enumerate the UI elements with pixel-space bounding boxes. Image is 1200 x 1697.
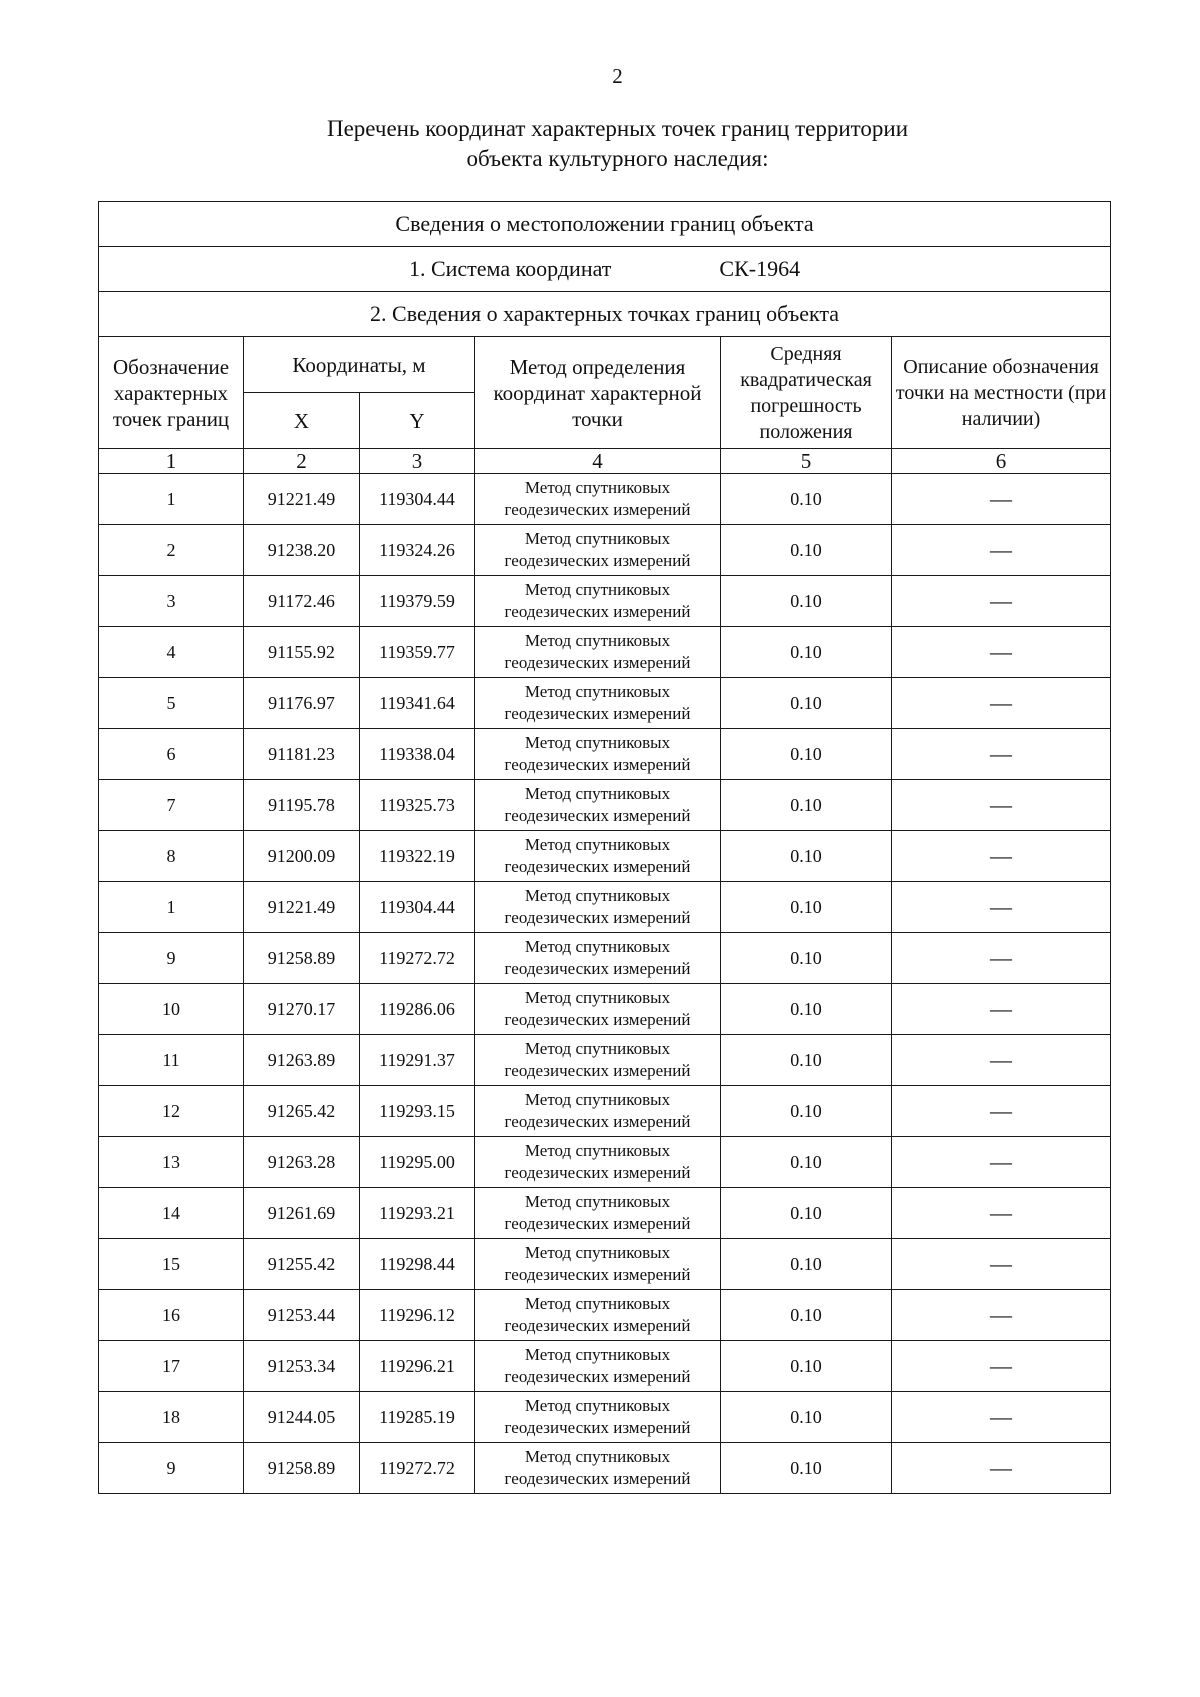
header-description: Описание обозначения точки на местности (при наличии) xyxy=(892,337,1111,449)
column-number: 3 xyxy=(360,449,475,474)
error-cell: 0.10 xyxy=(721,474,892,525)
y-coordinate-cell: 119359.77 xyxy=(360,627,475,678)
x-coordinate-cell: 91253.34 xyxy=(244,1341,360,1392)
error-cell: 0.10 xyxy=(721,1239,892,1290)
x-coordinate-cell: 91155.92 xyxy=(244,627,360,678)
description-cell: — xyxy=(892,1137,1111,1188)
description-cell: — xyxy=(892,882,1111,933)
x-coordinate-cell: 91221.49 xyxy=(244,474,360,525)
description-cell: — xyxy=(892,729,1111,780)
table-row xyxy=(99,474,1111,525)
table-row xyxy=(99,678,1111,729)
table-row xyxy=(99,627,1111,678)
error-cell: 0.10 xyxy=(721,1392,892,1443)
description-cell: — xyxy=(892,1290,1111,1341)
document-title xyxy=(0,114,1200,174)
description-cell: — xyxy=(892,1035,1111,1086)
x-coordinate-cell: 91263.89 xyxy=(244,1035,360,1086)
coord-system-value: СК-1964 xyxy=(719,256,801,281)
method-cell: Метод спутниковых геодезических измерений xyxy=(475,627,721,678)
point-number-cell: 18 xyxy=(99,1392,244,1443)
point-number-cell: 9 xyxy=(99,933,244,984)
y-coordinate-cell: 119291.37 xyxy=(360,1035,475,1086)
column-number: 6 xyxy=(892,449,1111,474)
method-cell: Метод спутниковых геодезических измерений xyxy=(475,1035,721,1086)
description-cell: — xyxy=(892,1239,1111,1290)
point-number-cell: 17 xyxy=(99,1341,244,1392)
description-cell: — xyxy=(892,678,1111,729)
y-coordinate-cell: 119324.26 xyxy=(360,525,475,576)
y-coordinate-cell: 119286.06 xyxy=(360,984,475,1035)
error-cell: 0.10 xyxy=(721,1086,892,1137)
table-row xyxy=(99,831,1111,882)
error-cell: 0.10 xyxy=(721,1188,892,1239)
y-coordinate-cell: 119296.12 xyxy=(360,1290,475,1341)
description-cell: — xyxy=(892,474,1111,525)
method-cell: Метод спутниковых геодезических измерений xyxy=(475,474,721,525)
x-coordinate-cell: 91265.42 xyxy=(244,1086,360,1137)
description-cell: — xyxy=(892,831,1111,882)
point-number-cell: 1 xyxy=(99,474,244,525)
y-coordinate-cell: 119298.44 xyxy=(360,1239,475,1290)
table-row xyxy=(99,1290,1111,1341)
table-row xyxy=(99,1035,1111,1086)
header-x: X xyxy=(244,393,360,449)
point-number-cell: 11 xyxy=(99,1035,244,1086)
x-coordinate-cell: 91238.20 xyxy=(244,525,360,576)
description-cell: — xyxy=(892,1188,1111,1239)
point-number-cell: 1 xyxy=(99,882,244,933)
point-number-cell: 3 xyxy=(99,576,244,627)
method-cell: Метод спутниковых геодезических измерений xyxy=(475,678,721,729)
table-row xyxy=(99,1137,1111,1188)
description-cell: — xyxy=(892,1392,1111,1443)
point-number-cell: 10 xyxy=(99,984,244,1035)
method-cell: Метод спутниковых геодезических измерений xyxy=(475,882,721,933)
error-cell: 0.10 xyxy=(721,525,892,576)
x-coordinate-cell: 91258.89 xyxy=(244,933,360,984)
column-number: 5 xyxy=(721,449,892,474)
point-number-cell: 6 xyxy=(99,729,244,780)
error-cell: 0.10 xyxy=(721,1290,892,1341)
coord-system-cell xyxy=(99,247,1111,292)
column-number-row xyxy=(99,449,1111,474)
x-coordinate-cell: 91195.78 xyxy=(244,780,360,831)
y-coordinate-cell: 119379.59 xyxy=(360,576,475,627)
x-coordinate-cell: 91253.44 xyxy=(244,1290,360,1341)
x-coordinate-cell: 91221.49 xyxy=(244,882,360,933)
section-title-row xyxy=(99,202,1111,247)
column-number: 1 xyxy=(99,449,244,474)
point-number-cell: 9 xyxy=(99,1443,244,1494)
point-number-cell: 7 xyxy=(99,780,244,831)
header-method: Метод определения координат характерной точки xyxy=(475,337,721,449)
x-coordinate-cell: 91200.09 xyxy=(244,831,360,882)
x-coordinate-cell: 91270.17 xyxy=(244,984,360,1035)
table-row xyxy=(99,1341,1111,1392)
x-coordinate-cell: 91255.42 xyxy=(244,1239,360,1290)
table-row xyxy=(99,1239,1111,1290)
method-cell: Метод спутниковых геодезических измерений xyxy=(475,780,721,831)
y-coordinate-cell: 119304.44 xyxy=(360,882,475,933)
header-y: Y xyxy=(360,393,475,449)
table-row xyxy=(99,576,1111,627)
point-number-cell: 16 xyxy=(99,1290,244,1341)
method-cell: Метод спутниковых геодезических измерений xyxy=(475,1188,721,1239)
description-cell: — xyxy=(892,984,1111,1035)
y-coordinate-cell: 119293.15 xyxy=(360,1086,475,1137)
point-number-cell: 14 xyxy=(99,1188,244,1239)
error-cell: 0.10 xyxy=(721,984,892,1035)
table-row xyxy=(99,882,1111,933)
error-cell: 0.10 xyxy=(721,678,892,729)
method-cell: Метод спутниковых геодезических измерений xyxy=(475,831,721,882)
x-coordinate-cell: 91172.46 xyxy=(244,576,360,627)
y-coordinate-cell: 119285.19 xyxy=(360,1392,475,1443)
table-row xyxy=(99,1443,1111,1494)
header-row-1 xyxy=(99,337,1111,393)
x-coordinate-cell: 91263.28 xyxy=(244,1137,360,1188)
error-cell: 0.10 xyxy=(721,933,892,984)
method-cell: Метод спутниковых геодезических измерений xyxy=(475,1086,721,1137)
error-cell: 0.10 xyxy=(721,1443,892,1494)
x-coordinate-cell: 91176.97 xyxy=(244,678,360,729)
error-cell: 0.10 xyxy=(721,627,892,678)
point-number-cell: 15 xyxy=(99,1239,244,1290)
method-cell: Метод спутниковых геодезических измерений xyxy=(475,1443,721,1494)
header-designation: Обозначение характерных точек границ xyxy=(99,337,244,449)
method-cell: Метод спутниковых геодезических измерений xyxy=(475,1392,721,1443)
document-title-line-2: объекта культурного наследия: xyxy=(466,146,769,171)
description-cell: — xyxy=(892,627,1111,678)
y-coordinate-cell: 119272.72 xyxy=(360,1443,475,1494)
point-number-cell: 12 xyxy=(99,1086,244,1137)
method-cell: Метод спутниковых геодезических измерений xyxy=(475,933,721,984)
header-error: Средняя квадратическая погрешность положения xyxy=(721,337,892,449)
y-coordinate-cell: 119304.44 xyxy=(360,474,475,525)
error-cell: 0.10 xyxy=(721,576,892,627)
description-cell: — xyxy=(892,780,1111,831)
x-coordinate-cell: 91244.05 xyxy=(244,1392,360,1443)
y-coordinate-cell: 119293.21 xyxy=(360,1188,475,1239)
point-number-cell: 4 xyxy=(99,627,244,678)
description-cell: — xyxy=(892,576,1111,627)
method-cell: Метод спутниковых геодезических измерений xyxy=(475,576,721,627)
method-cell: Метод спутниковых геодезических измерений xyxy=(475,1137,721,1188)
table-row xyxy=(99,1392,1111,1443)
y-coordinate-cell: 119341.64 xyxy=(360,678,475,729)
error-cell: 0.10 xyxy=(721,1035,892,1086)
description-cell: — xyxy=(892,933,1111,984)
coord-system-row xyxy=(99,247,1111,292)
y-coordinate-cell: 119296.21 xyxy=(360,1341,475,1392)
x-coordinate-cell: 91181.23 xyxy=(244,729,360,780)
error-cell: 0.10 xyxy=(721,882,892,933)
point-number-cell: 8 xyxy=(99,831,244,882)
points-section-row xyxy=(99,292,1111,337)
description-cell: — xyxy=(892,1341,1111,1392)
error-cell: 0.10 xyxy=(721,1341,892,1392)
coord-system-label: 1. Система координат xyxy=(408,256,612,281)
document-title-line-1: Перечень координат характерных точек границ территории xyxy=(326,116,909,141)
point-number-cell: 13 xyxy=(99,1137,244,1188)
table-row xyxy=(99,780,1111,831)
y-coordinate-cell: 119338.04 xyxy=(360,729,475,780)
table-row xyxy=(99,1188,1111,1239)
y-coordinate-cell: 119325.73 xyxy=(360,780,475,831)
error-cell: 0.10 xyxy=(721,1137,892,1188)
point-number-cell: 2 xyxy=(99,525,244,576)
method-cell: Метод спутниковых геодезических измерений xyxy=(475,1341,721,1392)
error-cell: 0.10 xyxy=(721,780,892,831)
description-cell: — xyxy=(892,525,1111,576)
column-number: 4 xyxy=(475,449,721,474)
description-cell: — xyxy=(892,1443,1111,1494)
section-title: Сведения о местоположении границ объекта xyxy=(99,202,1111,247)
description-cell: — xyxy=(892,1086,1111,1137)
header-coordinates: Координаты, м xyxy=(244,337,475,393)
x-coordinate-cell: 91258.89 xyxy=(244,1443,360,1494)
table-row xyxy=(99,1086,1111,1137)
table-row xyxy=(99,933,1111,984)
method-cell: Метод спутниковых геодезических измерений xyxy=(475,1239,721,1290)
boundary-coordinates-table xyxy=(98,201,1111,1494)
y-coordinate-cell: 119272.72 xyxy=(360,933,475,984)
table-row xyxy=(99,525,1111,576)
page-number: 2 xyxy=(612,64,623,88)
method-cell: Метод спутниковых геодезических измерений xyxy=(475,729,721,780)
y-coordinate-cell: 119322.19 xyxy=(360,831,475,882)
method-cell: Метод спутниковых геодезических измерений xyxy=(475,984,721,1035)
table-row xyxy=(99,984,1111,1035)
method-cell: Метод спутниковых геодезических измерений xyxy=(475,1290,721,1341)
table-row xyxy=(99,729,1111,780)
method-cell: Метод спутниковых геодезических измерений xyxy=(475,525,721,576)
y-coordinate-cell: 119295.00 xyxy=(360,1137,475,1188)
x-coordinate-cell: 91261.69 xyxy=(244,1188,360,1239)
points-section-label: 2. Сведения о характерных точках границ объекта xyxy=(99,292,1111,337)
error-cell: 0.10 xyxy=(721,831,892,882)
error-cell: 0.10 xyxy=(721,729,892,780)
point-number-cell: 5 xyxy=(99,678,244,729)
column-number: 2 xyxy=(244,449,360,474)
